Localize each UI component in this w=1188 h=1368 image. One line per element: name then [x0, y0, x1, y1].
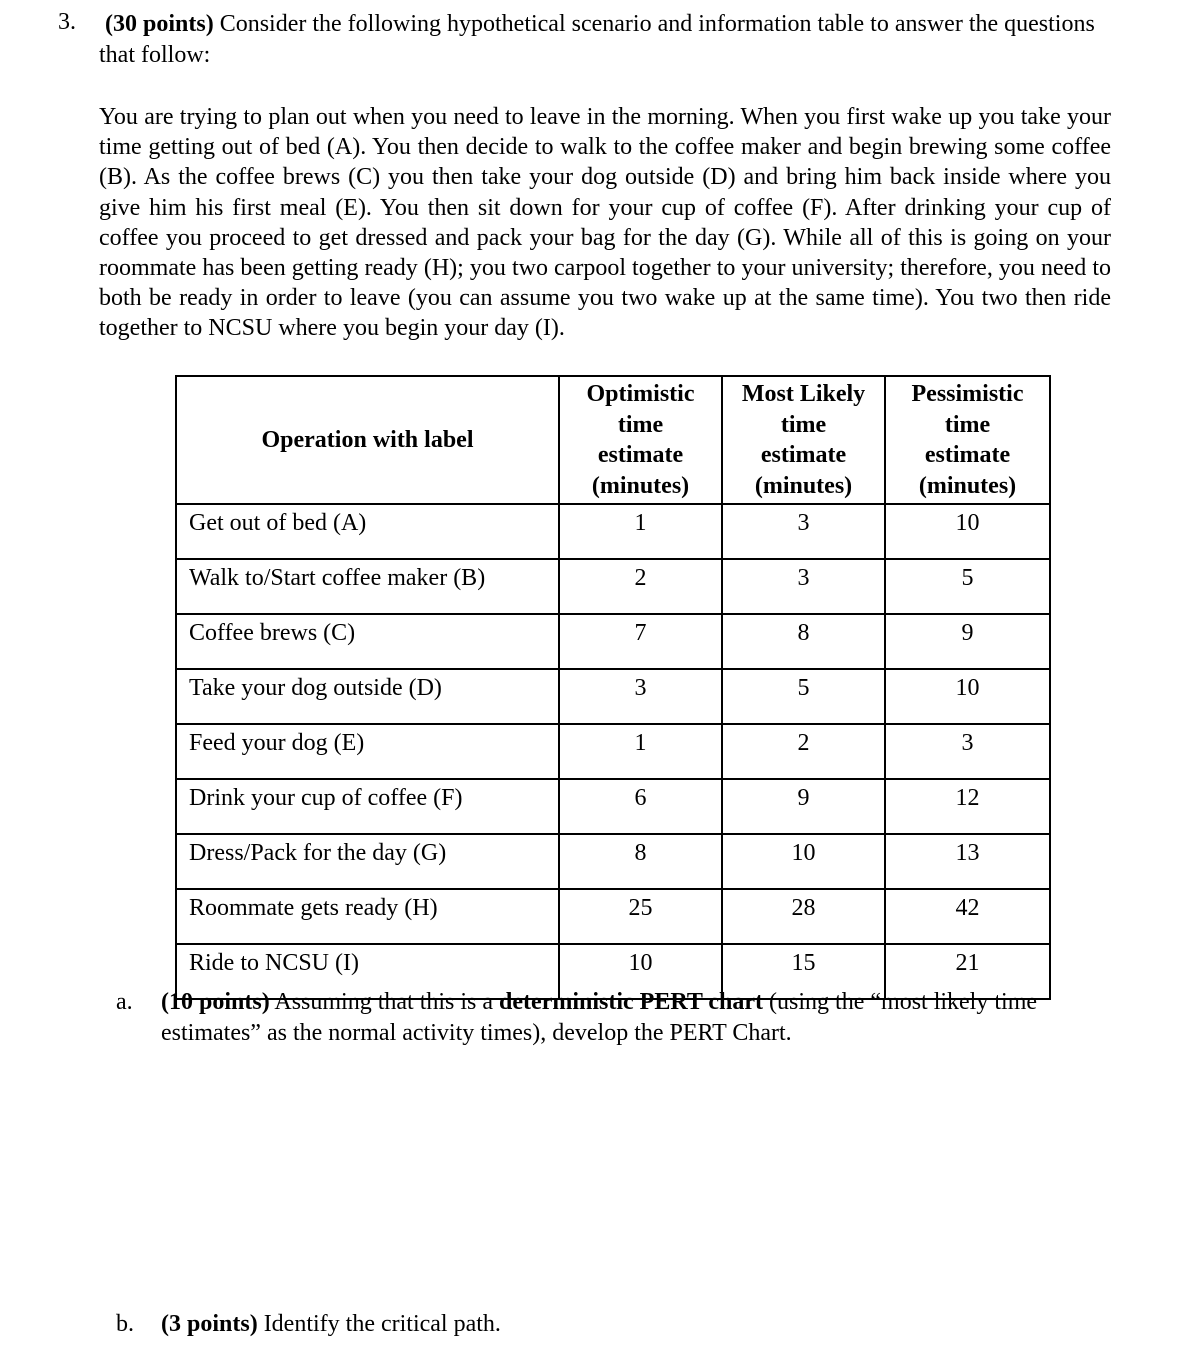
optimistic-cell: 7 — [559, 614, 722, 669]
most-likely-cell: 2 — [722, 724, 885, 779]
table-header-row — [176, 376, 1050, 504]
operation-cell: Roommate gets ready (H) — [176, 889, 559, 944]
scenario-paragraph: You are trying to plan out when you need to leave in the morning. When you first wake up you take your time getting out of bed (A). You then decide to walk to the coffee maker and begin brewing some coffee (B). As the coffee brews (C) you then take your dog outside (D) and bring him back inside where you give him his first meal (E). You then sit down for your cup of coffee (F). After drinking your cup of coffee you proceed to get dressed and pack your bag for the day (G). While all of this is going on your roommate has been getting ready (H); you two carpool together to your university; therefore, you need to both be ready in order to leave (you can assume you two wake up at the same time). You two then ride together to NCSU where you begin your day (I). — [99, 104, 1111, 342]
operation-cell: Take your dog outside (D) — [176, 669, 559, 724]
question-intro: Consider the following hypothetical scenario and information table to answer the questions that follow: — [99, 11, 1095, 68]
most-likely-cell: 10 — [722, 834, 885, 889]
most-likely-cell: 28 — [722, 889, 885, 944]
operation-cell: Drink your cup of coffee (F) — [176, 779, 559, 834]
operation-cell: Coffee brews (C) — [176, 614, 559, 669]
table-row — [176, 559, 1050, 614]
pessimistic-cell: 9 — [885, 614, 1050, 669]
question-points: (30 points) — [105, 11, 214, 37]
pessimistic-cell: 10 — [885, 669, 1050, 724]
optimistic-cell: 10 — [559, 944, 722, 999]
header-optimistic: Optimistic time estimate (minutes) — [559, 376, 722, 504]
pessimistic-cell: 3 — [885, 724, 1050, 779]
part-a-emphasis: deterministic PERT chart — [499, 989, 764, 1015]
pessimistic-cell: 21 — [885, 944, 1050, 999]
table-row — [176, 724, 1050, 779]
optimistic-cell: 1 — [559, 504, 722, 559]
optimistic-cell: 3 — [559, 669, 722, 724]
most-likely-cell: 5 — [722, 669, 885, 724]
part-b-points: (3 points) — [161, 1311, 258, 1337]
question-heading — [99, 9, 1119, 71]
pessimistic-cell: 13 — [885, 834, 1050, 889]
table-row — [176, 669, 1050, 724]
time-estimate-table — [175, 375, 1051, 1000]
optimistic-cell: 25 — [559, 889, 722, 944]
operation-cell: Ride to NCSU (I) — [176, 944, 559, 999]
table-row — [176, 889, 1050, 944]
part-a-prompt: (10 points) Assuming that this is a deterministic PERT chart (using the “most likely time estimates” as the normal activity times), develop the PERT Chart. — [161, 989, 1038, 1046]
pessimistic-cell: 12 — [885, 779, 1050, 834]
optimistic-cell: 2 — [559, 559, 722, 614]
part-b-letter: b. — [116, 1311, 134, 1337]
header-most-likely: Most Likely time estimate (minutes) — [722, 376, 885, 504]
part-a-points: (10 points) — [161, 989, 270, 1015]
optimistic-cell: 6 — [559, 779, 722, 834]
pessimistic-cell: 10 — [885, 504, 1050, 559]
operation-cell: Dress/Pack for the day (G) — [176, 834, 559, 889]
table-row — [176, 504, 1050, 559]
most-likely-cell: 8 — [722, 614, 885, 669]
pessimistic-cell: 42 — [885, 889, 1050, 944]
most-likely-cell: 9 — [722, 779, 885, 834]
operation-cell: Get out of bed (A) — [176, 504, 559, 559]
question-number: 3. — [58, 9, 76, 35]
header-operation: Operation with label — [176, 376, 559, 504]
operation-cell: Walk to/Start coffee maker (B) — [176, 559, 559, 614]
header-pessimistic: Pessimistic time estimate (minutes) — [885, 376, 1050, 504]
most-likely-cell: 15 — [722, 944, 885, 999]
most-likely-cell: 3 — [722, 504, 885, 559]
table-row — [176, 614, 1050, 669]
part-a-letter: a. — [116, 989, 133, 1015]
most-likely-cell: 3 — [722, 559, 885, 614]
operation-cell: Feed your dog (E) — [176, 724, 559, 779]
optimistic-cell: 8 — [559, 834, 722, 889]
pessimistic-cell: 5 — [885, 559, 1050, 614]
table-row — [176, 779, 1050, 834]
table-row — [176, 834, 1050, 889]
optimistic-cell: 1 — [559, 724, 722, 779]
part-b-prompt: (3 points) Identify the critical path. — [161, 1311, 501, 1337]
